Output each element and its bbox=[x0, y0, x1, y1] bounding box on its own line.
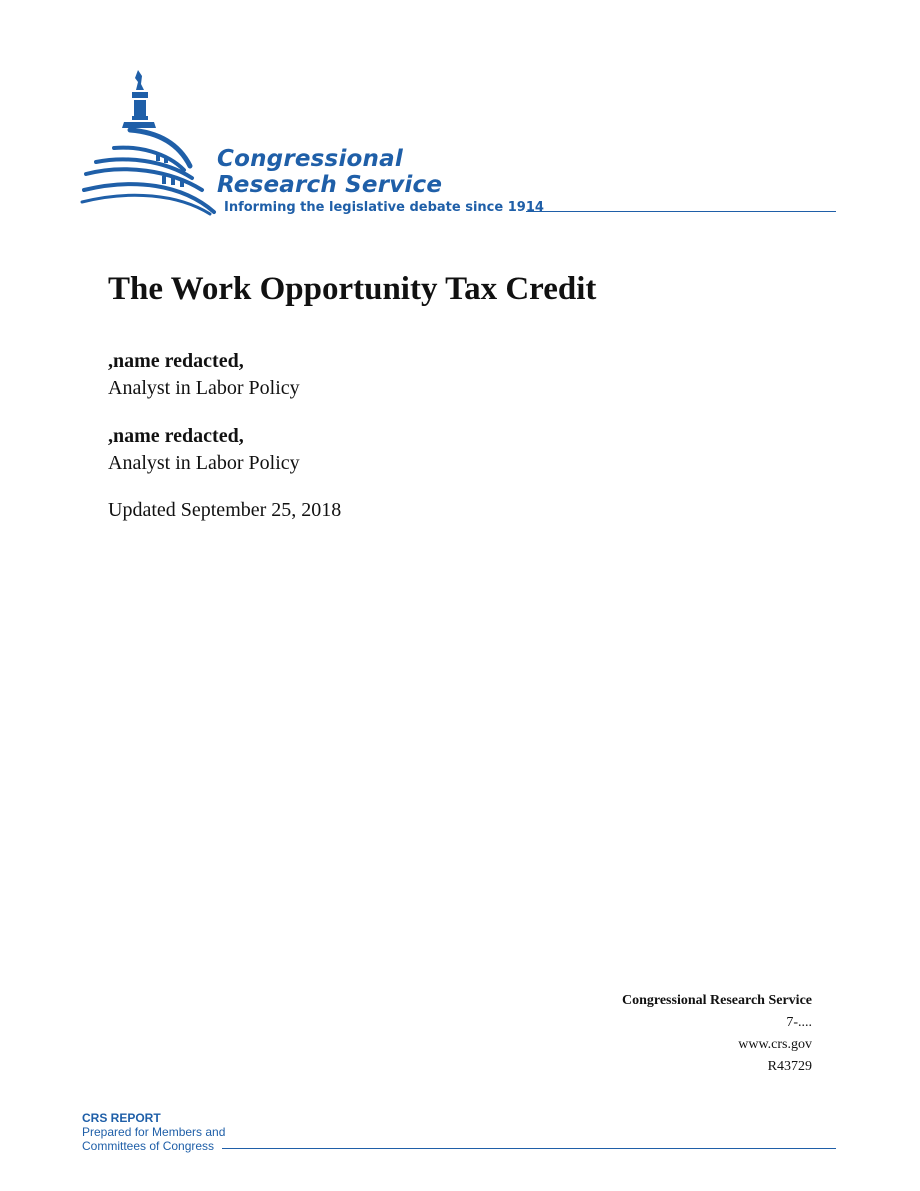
report-title: The Work Opportunity Tax Credit bbox=[108, 271, 597, 307]
author-name: ,name redacted, bbox=[108, 350, 244, 372]
footer-line-2: Committees of Congress bbox=[82, 1139, 215, 1153]
logo-line-1: Congressional bbox=[217, 146, 403, 172]
report-info bbox=[622, 990, 812, 1078]
author-block-2 bbox=[108, 423, 300, 477]
report-date: Updated September 25, 2018 bbox=[108, 499, 342, 521]
footer-report-label: CRS REPORT bbox=[82, 1111, 161, 1125]
author-role: Analyst in Labor Policy bbox=[108, 452, 300, 474]
logo-tagline: Informing the legislative debate since 1914 bbox=[224, 200, 544, 215]
phone-number: 7-.... bbox=[786, 1015, 812, 1030]
author-name: ,name redacted, bbox=[108, 425, 244, 447]
footer-line-1: Prepared for Members and bbox=[82, 1125, 226, 1139]
logo-wordmark bbox=[217, 146, 442, 198]
author-role: Analyst in Labor Policy bbox=[108, 377, 300, 399]
footer-rule bbox=[222, 1148, 836, 1149]
org-name: Congressional Research Service bbox=[621, 993, 812, 1008]
logo-line-2: Research Service bbox=[217, 172, 443, 198]
footer bbox=[82, 1111, 225, 1153]
author-block-1 bbox=[108, 348, 300, 402]
report-number: R43729 bbox=[767, 1059, 812, 1074]
capitol-dome-icon bbox=[78, 66, 223, 216]
header-rule bbox=[526, 211, 836, 212]
website-link[interactable]: www.crs.gov bbox=[738, 1037, 812, 1052]
crs-logo bbox=[78, 66, 838, 226]
